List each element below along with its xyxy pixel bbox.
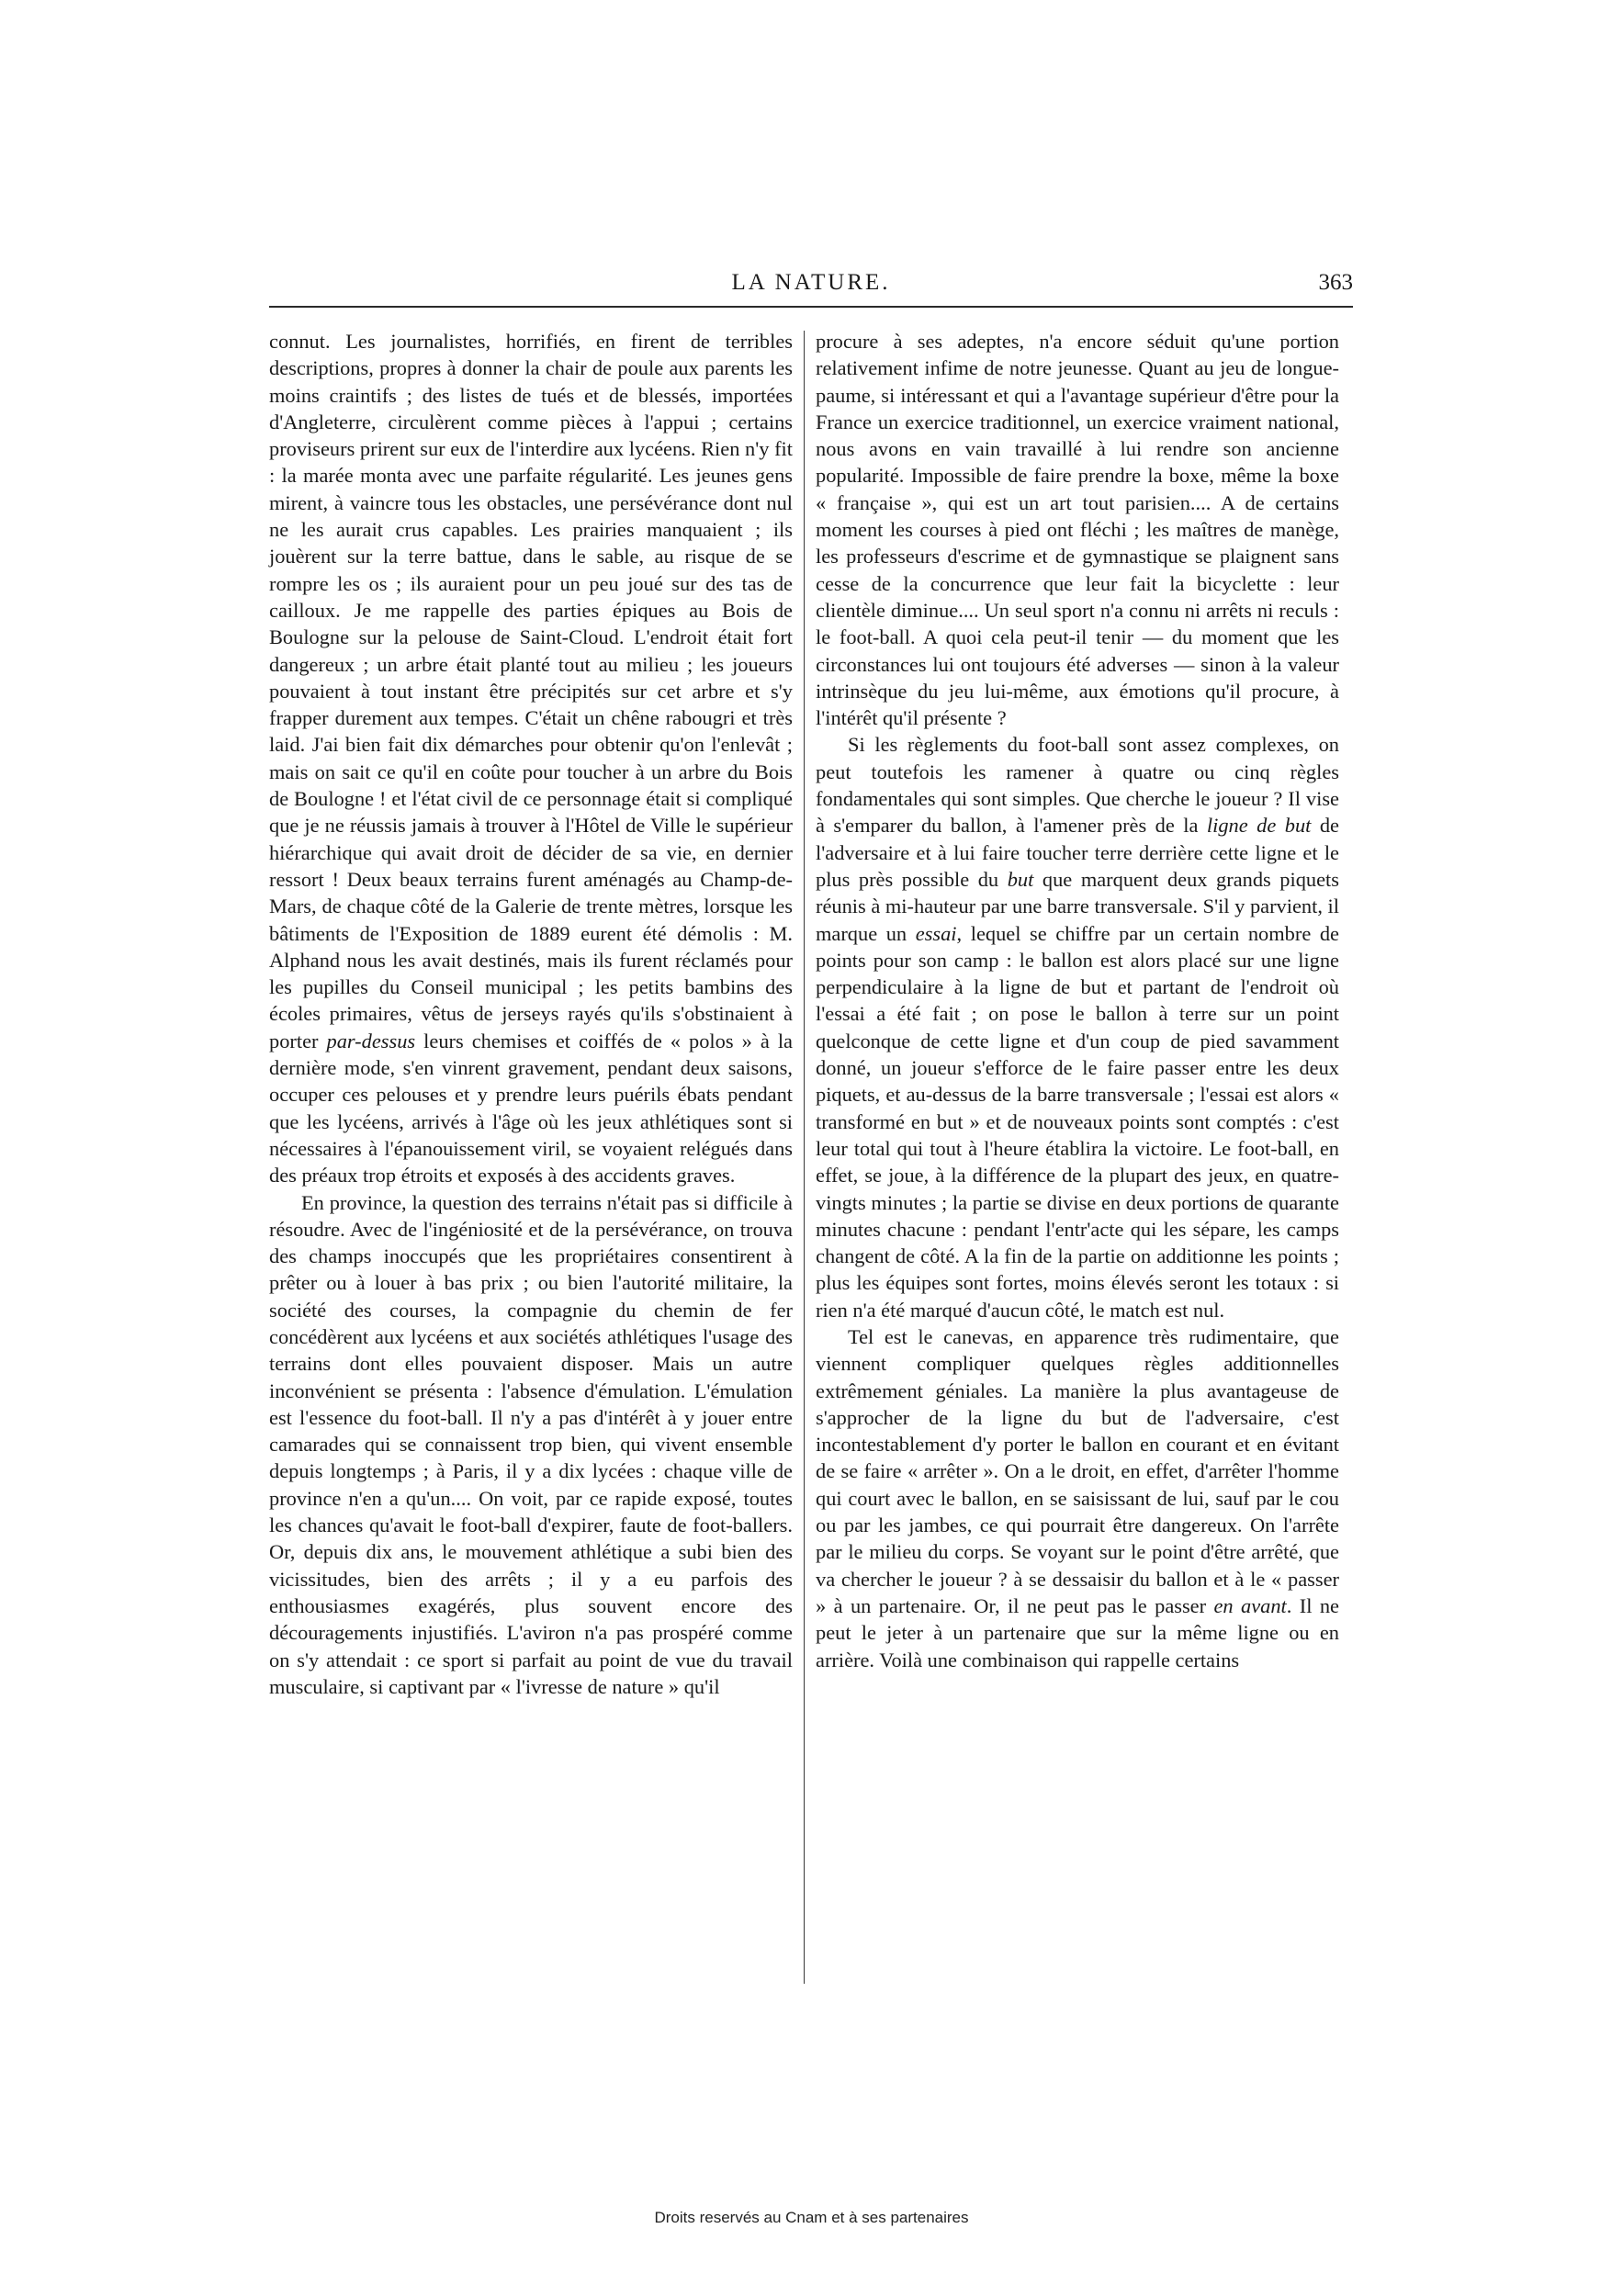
text-run: que marquent deux grands piquets réunis à mi-hauteur par une barre transversale. S'il y parvient, il marque un xyxy=(816,867,1339,945)
italic-term: en avant xyxy=(1213,1593,1287,1617)
text-run: connut. Les journalistes, horrifiés, en firent de terribles descriptions, propres à donner la chair de poule aux parents les moins craintifs ; des listes de tués et de blessés, importées d'Angleterre, circulèrent comme pièces à l'appui ; certains proviseurs prirent sur eux de l'interdire aux lycéens. Rien n'y fit : la marée monta avec une parfaite régularité. Les jeunes gens mirent, à vaincre tous les obstacles, une persévérance dont nul ne les aurait crus capables. Les prairies manquaient ; ils jouèrent sur la terre battue, dans le sable, au risque de se rompre les os ; ils auraient pour un peu joué sur des tas de cailloux. Je me rappelle des parties épiques au Bois de Boulogne sur la pelouse de Saint-Cloud. L'endroit était fort dangereux ; un arbre était planté tout au milieu ; les joueurs pouvaient à tout instant être précipités sur cet arbre et s'y frapper durement aux tempes. C'était un chêne rabougri et très laid. J'ai bien fait dix démarches pour obtenir qu'on l'enlevât ; mais on sait ce qu'il en coûte pour toucher à un arbre du Bois de Boulogne ! et l'état civil de ce personnage était si compliqué que je ne réussis jamais à trouver à l'Hôtel de Ville le supérieur hiérarchique qui avait droit de décider de sa vie, en dernier ressort ! Deux beaux terrains furent aménagés au Champ-de-Mars, de chaque côté de la Galerie de trente mètres, lorsque les bâtiments de l'Exposition de 1889 eurent été démolis : M. Alphand nous les avait destinés, mais ils furent réclamés pour les pupilles du Conseil municipal ; les petits bambins des écoles primaires, vêtus de jerseys rayés qu'ils s'obstinaient à porter xyxy=(269,330,793,1052)
left-column xyxy=(269,328,793,1700)
paragraph xyxy=(816,731,1339,1323)
italic-term: but xyxy=(1007,867,1034,891)
right-column xyxy=(816,328,1339,1673)
page-number: 363 xyxy=(1318,270,1353,295)
text-run: procure à ses adeptes, n'a encore séduit qu'une portion relativement infime de notre jeunesse. Quant au jeu de longue-paume, si intéressant et qui a l'avantage supérieur d'être pour la France un exercice traditionnel, un exercice vraiment national, nous avons en vain travaillé à lui rendre son ancienne popularité. Impossible de faire prendre la boxe, même la boxe « française », qui est un art tout parisien.... A de certains moment les courses à pied ont fléchi ; les maîtres de manège, les professeurs d'escrime et de gymnastique se plaignent sans cesse de la concurrence que leur fait la bicyclette : leur clientèle diminue.... Un seul sport n'a connu ni arrêts ni reculs : le foot-ball. A quoi cela peut-il tenir — du moment que les circonstances lui ont toujours été adverses — sinon à la valeur intrinsèque du jeu lui-même, aux émotions qu'il procure, à l'intérêt qu'il présente ? xyxy=(816,330,1339,730)
header-rule xyxy=(269,306,1353,308)
text-run: leurs chemises et coiffés de « polos » à la dernière mode, s'en vinrent gravement, pendant deux saisons, occuper ces pelouses et y prendre leurs puérils ébats pendant que les lycéens, arrivés à l'âge où les jeux athlétiques sont si nécessaires à l'épanouissement viril, se voyaient relégués dans des préaux trop étroits et exposés à des accidents graves. xyxy=(269,1029,793,1187)
paragraph xyxy=(816,1323,1339,1673)
text-run: . Il ne peut le jeter à un partenaire que sur la même ligne ou en arrière. Voilà une combinaison qui rappelle certains xyxy=(816,1593,1339,1671)
italic-term: ligne de but xyxy=(1206,814,1312,838)
paragraph xyxy=(816,328,1339,731)
text-run: , lequel se chiffre par un certain nombre de points pour son camp : le ballon est alors placé sur une ligne perpendiculaire à la ligne de but et partant de l'endroit où l'essai a été fait ; on pose le ballon à terre sur un point quelconque de cette ligne et d'un coup de pied savamment donné, un joueur s'efforce de le faire passer entre les deux piquets, et au-dessus de la barre transversale ; l'essai est alors « transformé en but » et de nouveaux points sont comptés : c'est leur total qui tout à l'heure établira la victoire. Le foot-ball, en effet, se joue, à la différence de la plupart des jeux, en quatre-vingts minutes ; la partie se divise en deux portions de quarante minutes chacune : pendant l'entr'acte qui les sépare, les camps changent de côté. A la fin de la partie on additionne les points ; plus les équipes sont fortes, moins élevés seront les totaux : si rien n'a été marqué d'aucun côté, le match est nul. xyxy=(816,921,1339,1322)
running-header xyxy=(269,266,1353,303)
italic-term: par-dessus xyxy=(326,1029,416,1052)
journal-title: LA NATURE. xyxy=(731,270,891,295)
text-run: Si les règlements du foot-ball sont assez complexes, on peut toutefois les ramener à quatre ou cinq règles fondamentales qui sont simples. Que cherche le joueur ? Il vise à s'emparer du ballon, à l'amener près de la xyxy=(816,733,1339,838)
column-divider xyxy=(804,331,805,1984)
italic-term: essai xyxy=(915,921,957,945)
text-run: En province, la question des terrains n'était pas si difficile à résoudre. Avec de l'ingéniosité et de la persévérance, on trouva des champs inoccupés que les propriétaires consentirent à prêter ou à louer à bas prix ; ou bien l'autorité militaire, la société des courses, la compagnie du chemin de fer concédèrent aux lycéens et aux sociétés athlétiques l'usage des terrains dont elles pouvaient disposer. Mais un autre inconvénient se présenta : l'absence d'émulation. L'émulation est l'essence du foot-ball. Il n'y a pas d'intérêt à y jouer entre camarades qui se connaissent trop bien, qui vivent ensemble depuis longtemps ; à Paris, il y a dix lycées : chaque ville de province n'en a qu'un.... On voit, par ce rapide exposé, toutes les chances qu'avait le foot-ball d'expirer, faute de foot-ballers. Or, depuis dix ans, le mouvement athlétique a subi bien des vicissitudes, bien des arrêts ; il y a eu parfois des enthousiasmes exagérés, plus souvent encore des découragements injustifiés. L'aviron n'a pas prospéré comme on s'y attendait : ce sport si parfait au point de vue du travail musculaire, si captivant par « l'ivresse de nature » qu'il xyxy=(269,1190,793,1698)
paragraph xyxy=(269,328,793,1189)
text-run: de l'adversaire et à lui faire toucher terre derrière cette ligne et le plus près possible du xyxy=(816,814,1339,891)
copyright-footer: Droits reservés au Cnam et à ses partenaires xyxy=(654,2209,969,2226)
text-run: Tel est le canevas, en apparence très rudimentaire, que viennent compliquer quelques règles additionnelles extrêmement géniales. La manière la plus avantageuse de s'approcher de la ligne du but de l'adversaire, c'est incontestablement d'y porter le ballon en courant et en évitant de se faire « arrêter ». On a le droit, en effet, d'arrêter l'homme qui court avec le ballon, en se saisissant de lui, sauf par le cou ou par les jambes, ce qui pourrait être dangereux. On l'arrête par le milieu du corps. Se voyant sur le point d'être arrêté, que va chercher le joueur ? à se dessaisir du ballon et à le « passer » à un partenaire. Or, il ne peut pas le passer xyxy=(816,1324,1339,1617)
paragraph xyxy=(269,1189,793,1701)
